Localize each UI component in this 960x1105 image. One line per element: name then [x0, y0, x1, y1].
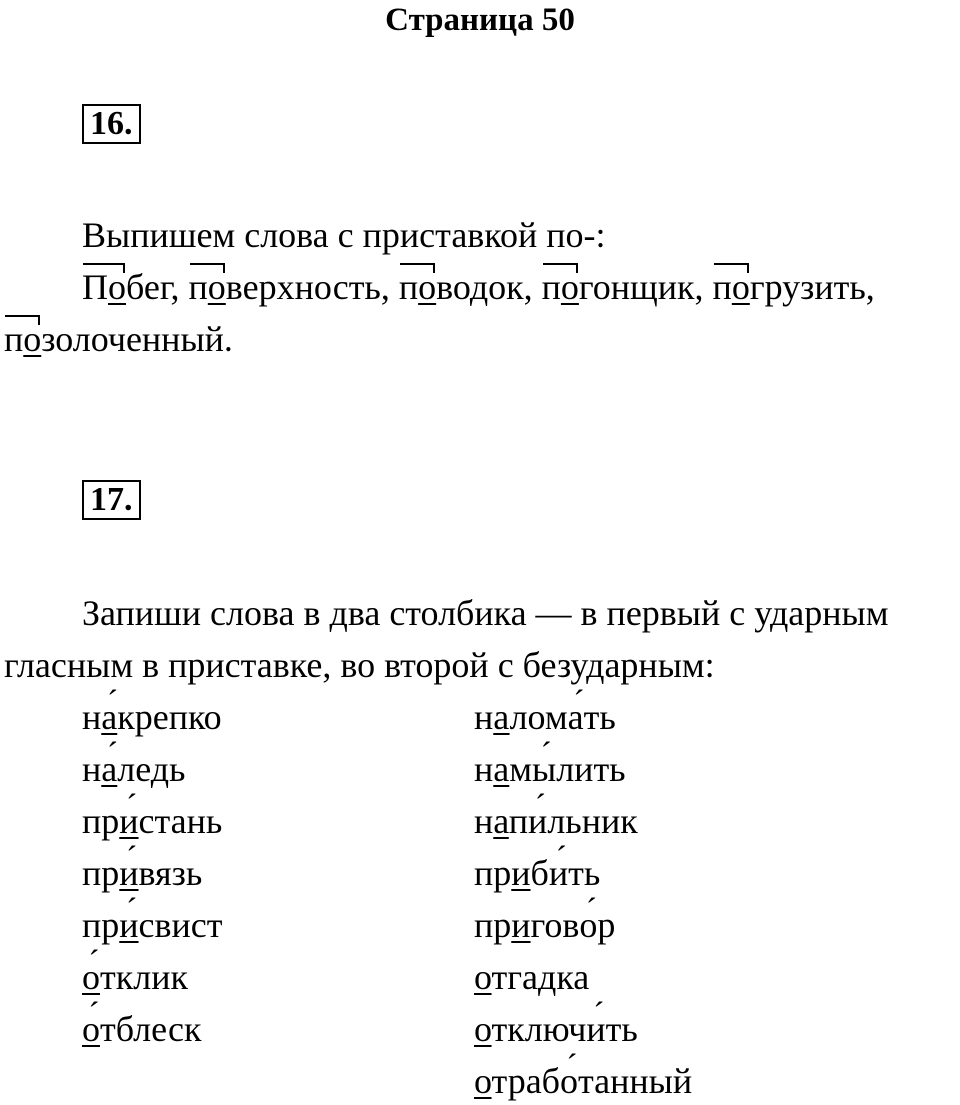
stressed-vowel: о ´	[82, 1008, 100, 1050]
stressed-vowel: о ´	[82, 956, 100, 998]
list-item: о ´тклик	[82, 956, 222, 998]
list-item: на ´крепко	[82, 696, 222, 738]
stressed-vowel: и ´	[119, 904, 138, 946]
exercise-17-number: 17.	[82, 480, 141, 520]
page-title: Страница 50	[385, 2, 575, 38]
exercise-16-words-line1: Побег, поверхность, поводок, погонщик, погрузить,	[82, 267, 875, 307]
exercise-16-intro: Выпишем слова с приставкой по-:	[82, 215, 606, 255]
word: погрузить	[712, 267, 866, 307]
word: позолоченный	[4, 319, 224, 359]
stressed-vowel: а ´	[101, 748, 117, 790]
word: Побег	[82, 267, 171, 307]
list-item: пригово ´р	[474, 904, 692, 946]
list-item: отгадка	[474, 957, 590, 997]
list-item: намы ´лить	[474, 748, 692, 790]
list-item: при ´свист	[82, 904, 222, 946]
list-item: приби ´ть	[474, 852, 692, 894]
exercise-17-instruction-line2: гласным в приставке, во второй с безударным:	[4, 645, 715, 685]
stressed-vowel: и ´	[119, 852, 138, 894]
stressed-column	[82, 696, 222, 1050]
exercise-17-instruction-line1: Запиши слова в два столбика — в первый с ударным	[82, 593, 889, 633]
exercise-16-number: 16.	[82, 104, 141, 144]
prefix-mark: По	[82, 267, 126, 307]
word: поводок	[398, 267, 524, 307]
list-item: отрабо ´танный	[474, 1060, 692, 1102]
stressed-vowel: и ´	[119, 800, 138, 842]
list-item: напи ´льник	[474, 800, 692, 842]
list-item: налома ´ть	[474, 696, 692, 738]
list-item: на ´ледь	[82, 748, 222, 790]
prefix-mark: по	[4, 319, 42, 359]
prefix-mark: по	[398, 267, 437, 307]
word: погонщик	[541, 267, 695, 307]
prefix-mark: по	[541, 267, 579, 307]
word: поверхность	[188, 267, 381, 307]
list-item: при ´стань	[82, 800, 222, 842]
prefix-mark: по	[712, 267, 750, 307]
unstressed-column	[474, 696, 692, 1102]
list-item: при ´вязь	[82, 852, 222, 894]
list-item: о ´тблеск	[82, 1008, 222, 1050]
prefix-mark: по	[188, 267, 226, 307]
exercise-16-words-line2: позолоченный.	[4, 319, 233, 359]
list-item: отключи ´ть	[474, 1008, 692, 1050]
stressed-vowel: а ´	[101, 696, 117, 738]
